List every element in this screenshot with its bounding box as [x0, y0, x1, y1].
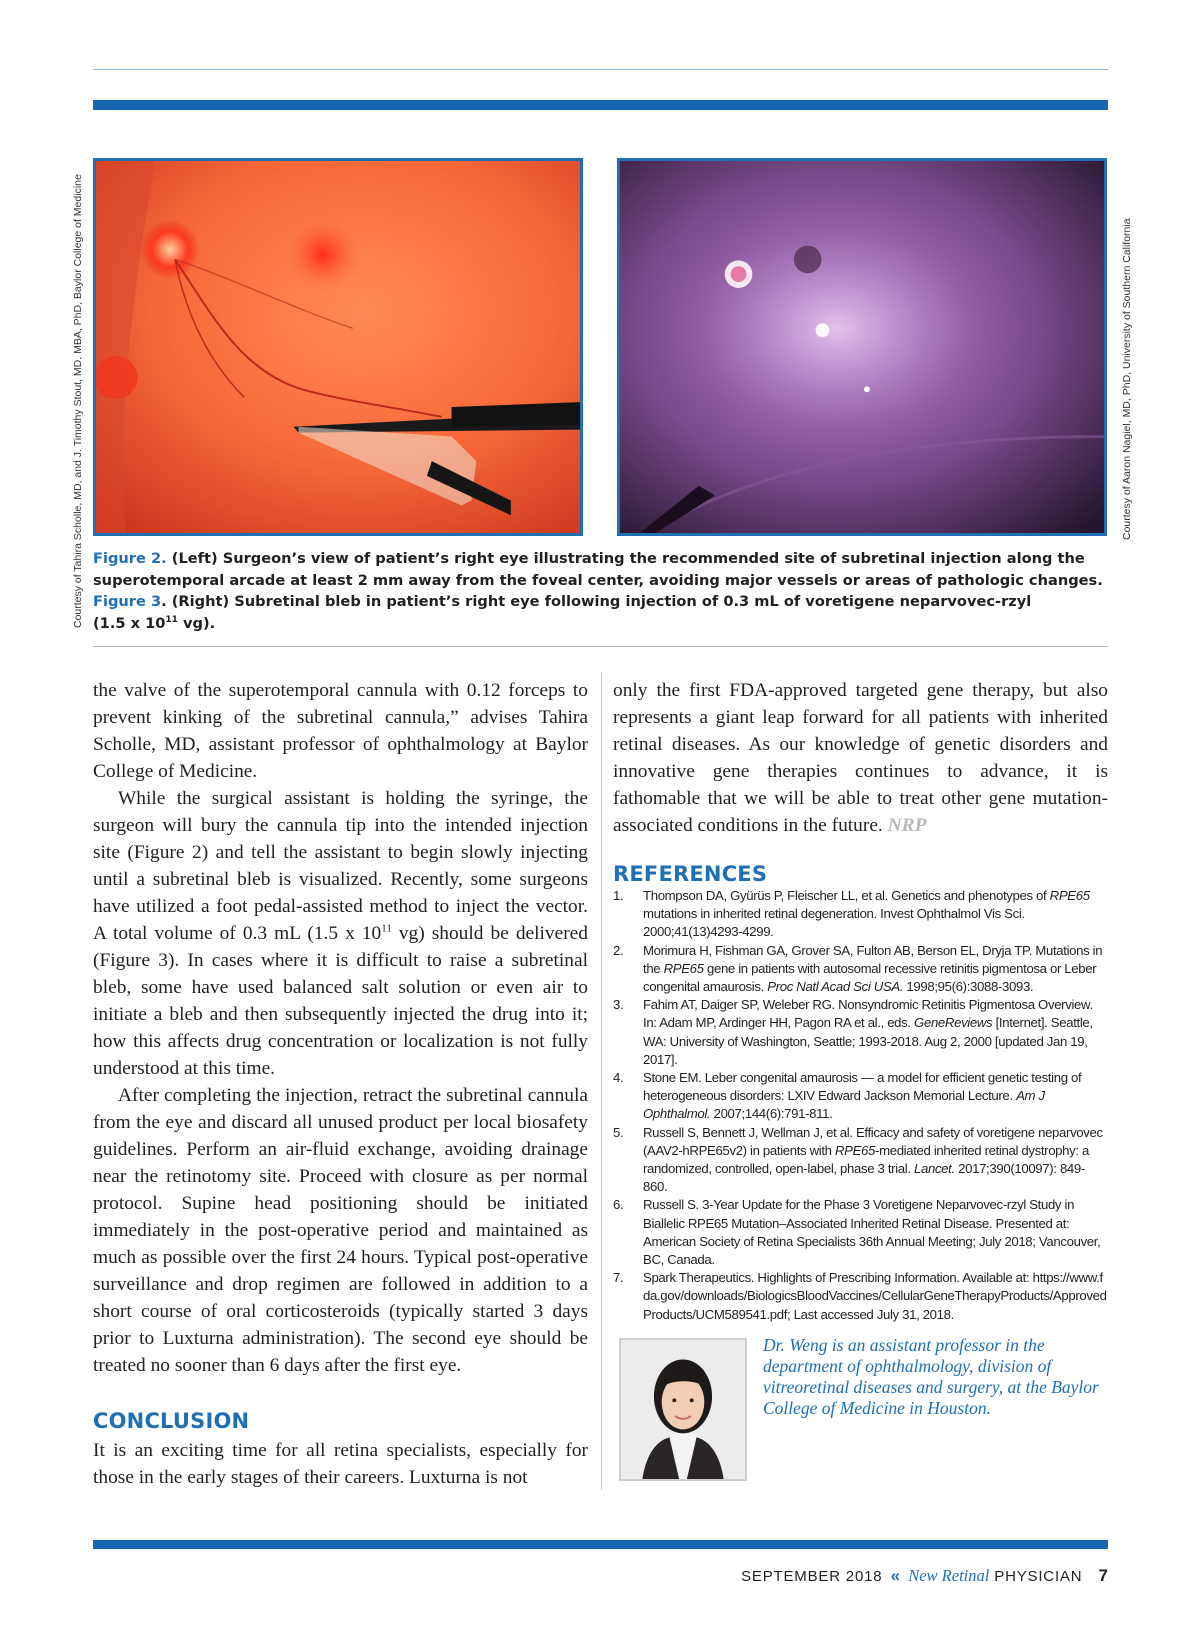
footer-issue-date: SEPTEMBER 2018 [741, 1568, 883, 1585]
top-thick-rule [93, 100, 1108, 110]
figure-3-dose-exponent: 11 [165, 614, 178, 625]
reference-item [613, 1124, 1108, 1197]
figure-2-label: Figure 2. [93, 550, 167, 567]
reference-text: 1998;95(6):3088-3093. [903, 979, 1034, 995]
figure-3-dose-base: (1.5 x 10 [93, 614, 166, 632]
conclusion-paragraph: It is an exciting time for all retina specialists, especially for those in the early stages of their careers. Luxturna is not [93, 1440, 588, 1488]
figure-3-caption-text: . (Right) Subretinal bleb in patient’s right eye following injection of 0.3 mL of voretigene neparvovec-rzyl [161, 593, 1032, 610]
reference-italic: RPE65 [834, 1142, 876, 1158]
reference-italic: GeneReviews [914, 1015, 993, 1031]
photo-credit-left: Courtesy of Tahira Scholle, MD, and J. Timothy Stout, MD, MBA, PhD, Baylor College of Medicine [72, 174, 84, 628]
reference-item [613, 996, 1108, 1069]
chevron-double-left-icon: « [890, 1566, 901, 1585]
exponent: 11 [381, 922, 392, 935]
figure-3-image [617, 158, 1107, 536]
references-list [613, 887, 1108, 1324]
column-divider [601, 672, 602, 1490]
reference-number: 6. [613, 1197, 624, 1213]
reference-number: 4. [613, 1070, 624, 1086]
reference-text: Russell S, Bennett J, Wellman J, et al. Efficacy and safety of voretigene neparvovec (AAV2-hRPE65v2) in patients with [643, 1124, 1103, 1158]
footer-brand: New Retinal [908, 1566, 990, 1585]
reference-text: Morimura H, Fishman GA, Grover SA, Fulton AB, Berson EL, Dryja TP. Mutations in the [643, 942, 1103, 976]
figure-3-label: Figure 3 [93, 593, 162, 610]
reference-text: mutations in inherited retinal degeneration. Invest Ophthalmol Vis Sci. 2000;41(13)4293-4299. [643, 906, 1025, 940]
body-paragraph-part: only the first FDA-approved targeted gene therapy, but also represents a giant leap forward for all patients with inherited retinal diseases. As our knowledge of genetic disorders and innovative gene therapies continues to advance, it is fathomable that we will be able to treat other gene mutation-associated conditions in the future. [613, 680, 1108, 836]
fundus-violet-illustration [620, 161, 1104, 533]
body-paragraph: After completing the injection, retract the subretinal cannula from the eye and discard all unused product per local biosafety guidelines. Perform an air-fluid exchange, avoiding drainage near the retinotomy site. Proceed with closure as per normal protocol. Supine head positioning should be initiated immediately in the post-operative period and maintained as much as possible over the first 24 hours. Typical post-operative surveillance and drop regimen are followed in addition to a short course of oral corticosteroids (typically started 3 days prior to Luxturna administration). The second eye should be treated no sooner than 6 days after the first eye. [93, 1085, 588, 1376]
body-paragraph: the valve of the superotemporal cannula with 0.12 forceps to prevent kinking of the subretinal cannula,” advises Tahira Scholle, MD, assistant professor of ophthalmology at Baylor College of Medicine. [93, 680, 588, 782]
reference-number: 3. [613, 997, 624, 1013]
reference-text: Stone EM. Leber congenital amaurosis — a model for efficient genetic testing of heterogeneous disorders: LXIV Edward Jackson Memorial Lecture. [643, 1070, 1082, 1104]
reference-item [613, 942, 1108, 997]
author-bio: Dr. Weng is an assistant professor in the department of ophthalmology, division of vitreoretinal diseases and surgery, at the Baylor College of Medicine in Houston. [763, 1335, 1099, 1418]
reference-italic: RPE65 [663, 960, 704, 976]
body-right-column [613, 677, 1108, 839]
reference-number: 5. [613, 1124, 624, 1140]
reference-item [613, 1069, 1108, 1124]
author-portrait-illustration [621, 1340, 745, 1479]
footer-brand-suffix: PHYSICIAN [989, 1568, 1083, 1585]
bottom-thick-rule [93, 1540, 1108, 1549]
reference-text: -mediated inherited retinal dystrophy: a randomized, controlled, open-label, phase 3 trial. [643, 1142, 1090, 1177]
reference-text: Fahim AT, Daiger SP, Weleber RG. Nonsyndromic Retinitis Pigmentosa Overview. In: Adam MP, Ardinger HH, Pagon RA et al., eds. [643, 997, 1093, 1031]
reference-text: [Internet]. Seattle, WA: University of Washington, Seattle; 1993-2018. Aug 2, 2000 [updated Jan 19, 2017]. [643, 1015, 1093, 1067]
page-number: 7 [1098, 1566, 1108, 1585]
figure-caption [93, 548, 1103, 634]
body-left-column [93, 677, 588, 1379]
reference-text: Thompson DA, Gyürüs P, Fleischer LL, et al. Genetics and phenotypes of [643, 888, 1050, 903]
reference-text: gene in patients with autosomal recessive retinitis pigmentosa or Leber congenital amaurosis. [643, 960, 1097, 995]
reference-item [613, 887, 1108, 942]
conclusion-heading: CONCLUSION [93, 1409, 250, 1433]
reference-item [613, 1269, 1108, 1324]
body-paragraph-part: While the surgical assistant is holding the syringe, the surgeon will bury the cannula tip into the intended injection site (Figure 2) and tell the assistant to begin slowly injecting until a subretinal bleb is visualized. Recently, some surgeons have utilized a foot pedal-assisted method to inject the vector. A total volume of 0.3 mL (1.5 x 10 [93, 788, 588, 944]
reference-number: 1. [613, 888, 624, 903]
nrp-end-mark: NRP [887, 815, 927, 836]
body-paragraph [93, 785, 588, 1082]
reference-text: Spark Therapeutics. Highlights of Prescribing Information. Available at: https://www.fda.gov/downloads/BiologicsBloodVaccines/CellularGeneTherapyProducts/ApprovedProducts/UCM589541.pdf; Last accessed July 31, 2018. [643, 1270, 1107, 1322]
reference-text: 2007;144(6):791-811. [710, 1106, 833, 1122]
reference-journal: Proc Natl Acad Sci USA. [767, 979, 904, 995]
reference-text: 2017;390(10097): 849-860. [643, 1161, 1085, 1195]
reference-text: Russell S. 3-Year Update for the Phase 3 Voretigene Neparvovec-rzyl Study in Biallelic RPE65 Mutation–Associated Inherited Retinal Disease. Presented at: American Society of Retina Specialists 36th Annual Meeting; July 2018; Vancouver, BC, Canada. [643, 1197, 1101, 1268]
reference-journal: Lancet. [913, 1161, 955, 1177]
top-thin-rule [93, 69, 1108, 70]
reference-journal: Am J Ophthalmol. [643, 1088, 1045, 1122]
page-footer [741, 1566, 1108, 1586]
reference-number: 2. [613, 942, 624, 958]
author-photo [619, 1338, 747, 1481]
body-paragraph-part: vg) should be delivered (Figure 3). In cases where it is difficult to raise a subretinal bleb, some have used balanced salt solution or even air to initiate a bleb and then subsequently injected the drug into it; how this affects drug concentration or localization is not fully understood at this time. [93, 923, 588, 1079]
fundus-orange-illustration [96, 161, 580, 533]
reference-italic: RPE65 [1049, 888, 1090, 903]
caption-divider [93, 646, 1108, 647]
reference-item [613, 1196, 1108, 1269]
references-heading: REFERENCES [613, 862, 768, 886]
figure-2-image [93, 158, 583, 536]
reference-number: 7. [613, 1270, 624, 1286]
photo-credit-right: Courtesy of Aaron Nagiel, MD, PhD, University of Southern California [1121, 218, 1133, 540]
figure-3-dose-unit: vg). [177, 614, 216, 632]
figure-2-caption-text: (Left) Surgeon’s view of patient’s right eye illustrating the recommended site of subretinal injection along the superotemporal arcade at least 2 mm away from the foveal center, avoiding major vessels or areas of pathologic changes. [93, 550, 1103, 589]
body-paragraph [613, 677, 1108, 839]
